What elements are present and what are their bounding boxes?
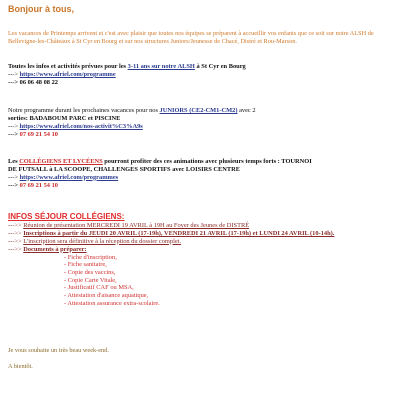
section-alsh-phone-row: ---> 06 06 48 08 22 [8, 78, 58, 86]
reunion-row: --->> Réunion de présentation MERCREDI 19 AVRIL à 19H au Foyer des Jeunes de DISTRÉ [8, 222, 250, 229]
info-sejour-block [8, 222, 396, 308]
list-item: - Attestation assurance extra-scolaire. [64, 299, 160, 307]
inscription-note-row: --->> L'inscription sera définitive à la réception du dossier complet. [8, 237, 182, 245]
section-alsh-heading: Toutes les infos et activités prévues pour les 3-11 ans sur notre ALSH à St Cyr en Bourg [8, 63, 246, 70]
section-juniors-outings: sorties: BADABOUM PARC et PISCINE [8, 114, 121, 122]
section-alsh-link-row: ---> https://www.afriel.com/programme [8, 70, 116, 78]
activites-link[interactable]: https://www.afriel.com/nos-activit%C3%A9s [19, 122, 143, 130]
inscriptions-row: --->> Inscriptions à partir du JEUDI 20 AVRIL (17-19h), VENDREDI 21 AVRIL (17-19h) et LUNDI 24 AVRIL (10-14h). [8, 229, 335, 237]
section-juniors-phone-row: ---> 07 69 21 54 10 [8, 130, 58, 138]
section-collegiens-events: DE FUTSALL à LA SCOOPE, CHALLENGES SPORTIFS avec LOISIRS CENTRE [8, 165, 241, 173]
inscription-note: L'inscription sera définitive à la réception du dossier complet. [23, 237, 182, 245]
section-collegiens-heading: Les COLLÉGIENS ET LYCÉENS pourront profiter des ces animations avec plusieurs temps forts : TOURNOI [8, 158, 312, 165]
signoff: A bientôt. [8, 363, 33, 370]
intro-paragraph: Les vacances de Printemps arrivent et c'est avec plaisir que toutes nos équipes se préparent à accueillir vos enfants que ce soit sur notre ALSH de Bellevigne-les-Châteaux à St Cyr en Bourg et sur nos structures Juniors/Jeunesse de Chacé, Distré et Rou-Marson. [8, 30, 374, 45]
phone-number: 07 69 21 54 10 [19, 181, 58, 189]
info-sejour-title: INFOS SÉJOUR COLLÉGIENS: [8, 212, 125, 221]
list-item: - Attestation d'aisance aquatique, [64, 292, 149, 300]
documents-title: Documents à préparer: [23, 245, 87, 253]
phone-number: 07 69 21 54 10 [19, 130, 58, 138]
closing-line: Je vous souhaite un très beau week-end. [8, 347, 109, 354]
inscriptions-text: Inscriptions à partir du JEUDI 20 AVRIL (17-19h), VENDREDI 21 AVRIL (17-19h) et LUNDI 24 AVRIL (10-14h). [23, 229, 335, 237]
section-juniors [8, 107, 396, 139]
section-collegiens-link-row: ---> https://www.afriel.com/programmes [8, 173, 119, 181]
documents-row: --->> Documents à préparer: [8, 245, 87, 253]
greeting: Bonjour à tous, [8, 4, 74, 14]
programmes-link[interactable]: https://www.afriel.com/programmes [19, 173, 119, 181]
list-item: - Justificatif CAF ou MSA, [64, 284, 134, 292]
programme-link[interactable]: https://www.afriel.com/programme [19, 70, 116, 78]
list-item: - Copie Carte Vitale, [64, 276, 117, 284]
section-juniors-link-row: ---> https://www.afriel.com/nos-activit%C3%A9s [8, 122, 143, 130]
section-alsh [8, 63, 396, 87]
list-item: - Copie des vaccins, [64, 269, 116, 277]
section-collegiens-phone-row: ---> 07 69 21 54 10 [8, 181, 58, 189]
age-highlight: 3-11 ans sur notre ALSH [127, 63, 195, 70]
documents-list [64, 254, 396, 308]
list-item: - Fiche d'inscription, [64, 253, 117, 261]
collegiens-highlight: COLLÉGIENS ET LYCÉENS [19, 158, 103, 165]
section-collegiens [8, 158, 396, 190]
phone-number: 06 06 48 08 22 [19, 78, 58, 86]
section-juniors-heading: Notre programme durant les prochaines vacances pour nos JUNIORS (CE2-CM1-CM2) avec 2 [8, 107, 256, 114]
juniors-highlight: JUNIORS (CE2-CM1-CM2) [159, 107, 238, 114]
reunion-text: Réunion de présentation MERCREDI 19 AVRIL à 19H au Foyer des Jeunes de DISTRÉ [23, 222, 250, 229]
list-item: - Fiche sanitaire, [64, 261, 107, 269]
